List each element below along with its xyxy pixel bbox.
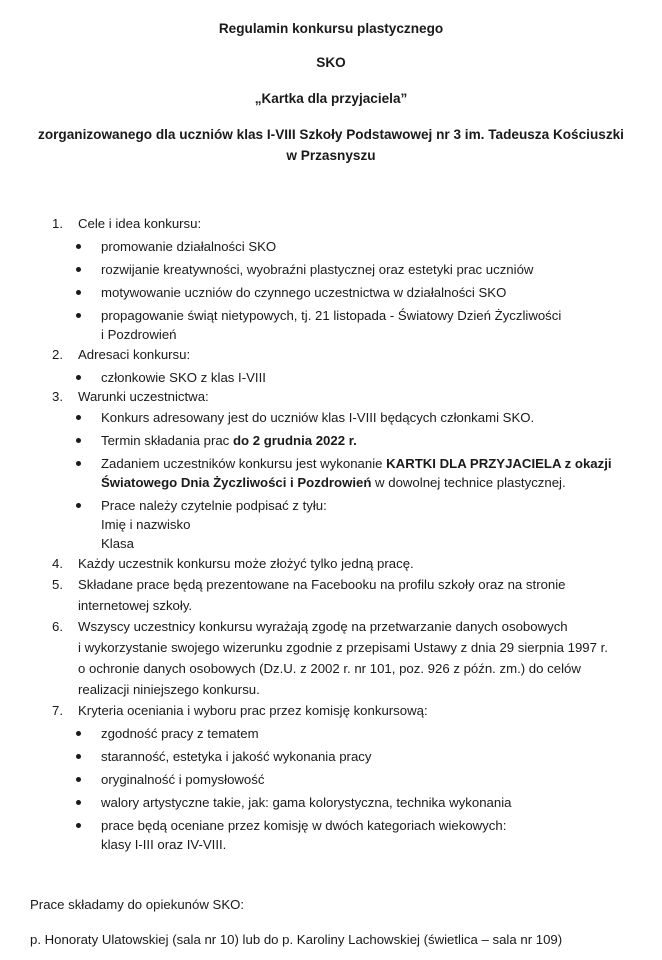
bullet-icon [76,731,81,736]
section-title: Cele i idea konkursu: [78,216,202,231]
list-item-text: Konkurs adresowany jest do uczniów klas I-VIII będących członkami SKO. [101,410,535,425]
list-item-text: Imię i nazwisko [101,517,191,532]
list-item-text: motywowanie uczniów do czynnego uczestnictwa w działalności SKO [101,285,507,300]
bullet-icon [76,503,81,508]
section-title: Warunki uczestnictwa: [78,389,209,404]
list-item-text: członkowie SKO z klas I-VIII [101,370,266,385]
list-item-text: zgodność pracy z tematem [101,726,259,741]
document-title: Regulamin konkursu plastycznego [218,21,444,36]
section-text: realizacji niniejszego konkursu. [78,682,260,697]
section-number: 5. [52,577,63,592]
deadline-date: do 2 grudnia 2022 r. [232,433,357,448]
list-item-text: i Pozdrowień [101,327,177,342]
bullet-icon [76,754,81,759]
bullet-icon [76,267,81,272]
section-text: i wykorzystanie swojego wizerunku zgodnie z przepisami Ustawy z dnia 29 sierpnia 1997 r. [78,640,608,655]
organizer-line: zorganizowanego dla uczniów klas I-VIII Szkoły Podstawowej nr 3 im. Tadeusza Kościuszki [38,127,624,142]
task-text: w dowolnej technice plastycznej. [371,475,566,490]
section-number: 7. [52,703,63,718]
list-item-text [101,472,621,493]
list-item-text: promowanie działalności SKO [101,239,277,254]
section-text: o ochronie danych osobowych (Dz.U. z 2002 r. nr 101, poz. 926 z późn. zm.) do celów [78,661,581,676]
organization-heading: SKO [316,55,346,70]
organizer-location: w Przasnyszu [286,148,376,163]
task-highlight: KARTKI DLA PRZYJACIELA z okazji [386,456,612,471]
contest-name: „Kartka dla przyjaciela” [254,91,408,106]
bullet-icon [76,375,81,380]
footer-contacts: p. Honoraty Ulatowskiej (sala nr 10) lub do p. Karoliny Lachowskiej (świetlica – sala nr 109) [30,932,563,947]
list-item-text: staranność, estetyka i jakość wykonania pracy [101,749,372,764]
list-item-text [101,453,621,474]
bullet-icon [76,244,81,249]
list-item-text: Klasa [101,536,134,551]
section-number: 1. [52,216,63,231]
list-item-text: klasy I-III oraz IV-VIII. [101,837,227,852]
list-item-text [101,430,621,451]
list-item-text: Prace należy czytelnie podpisać z tyłu: [101,498,327,513]
section-number: 2. [52,347,63,362]
section-number: 6. [52,619,63,634]
bullet-icon [76,290,81,295]
section-text: Każdy uczestnik konkursu może złożyć tylko jedną pracę. [78,556,414,571]
list-item-text: walory artystyczne takie, jak: gama kolorystyczna, technika wykonania [101,795,512,810]
bullet-icon [76,461,81,466]
section-text: Wszyscy uczestnicy konkursu wyrażają zgodę na przetwarzanie danych osobowych [78,619,568,634]
footer-intro: Prace składamy do opiekunów SKO: [30,897,245,912]
bullet-icon [76,313,81,318]
section-title: Kryteria oceniania i wyboru prac przez komisję konkursową: [78,703,428,718]
bullet-icon [76,823,81,828]
deadline-label: Termin składania prac [101,433,233,448]
list-item-text: rozwijanie kreatywności, wyobraźni plastycznej oraz estetyki prac uczniów [101,262,534,277]
section-text: Składane prace będą prezentowane na Facebooku na profilu szkoły oraz na stronie [78,577,566,592]
bullet-icon [76,777,81,782]
list-item-text: prace będą oceniane przez komisję w dwóch kategoriach wiekowych: [101,818,507,833]
bullet-icon [76,415,81,420]
list-item-text: oryginalność i pomysłowość [101,772,265,787]
task-highlight: Światowego Dnia Życzliwości i Pozdrowień [101,475,372,490]
task-text: Zadaniem uczestników konkursu jest wykonanie [101,456,387,471]
bullet-icon [76,438,81,443]
section-text: internetowej szkoły. [78,598,193,613]
bullet-icon [76,800,81,805]
list-item-text: propagowanie świąt nietypowych, tj. 21 listopada - Światowy Dzień Życzliwości [101,308,562,323]
section-title: Adresaci konkursu: [78,347,191,362]
section-number: 3. [52,389,63,404]
section-number: 4. [52,556,63,571]
